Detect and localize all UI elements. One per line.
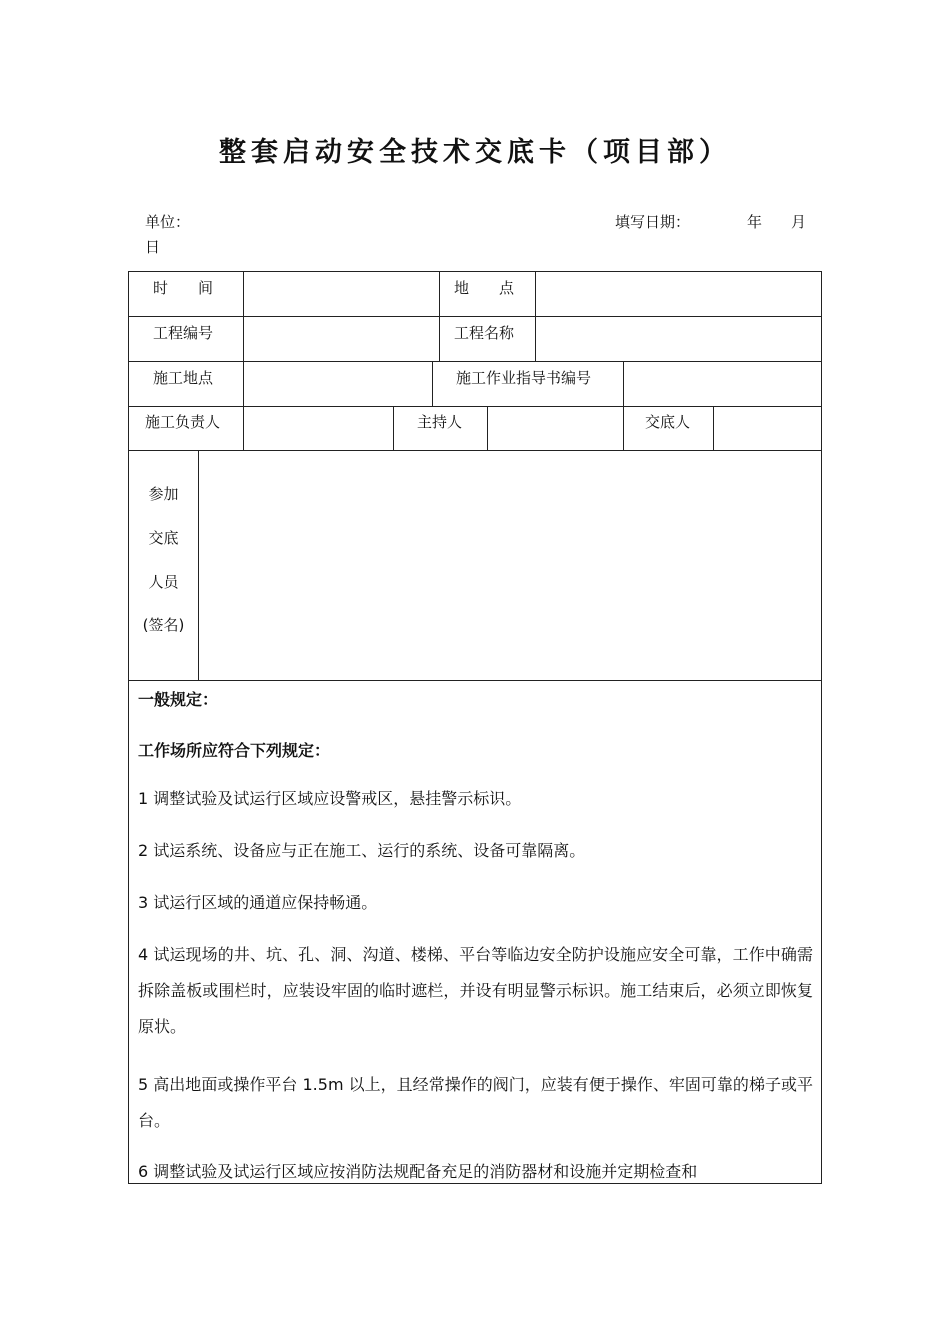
- table-border: [821, 271, 822, 1184]
- place-field[interactable]: [536, 272, 821, 316]
- rule-item: 4 试运现场的井、坑、孔、洞、沟道、楼梯、平台等临边安全防护设施应安全可靠，工作中确需拆除盖板或围栏时，应装设牢固的临时遮栏，并设有明显警示标识。施工结束后，必须立即恢复原状。: [138, 945, 813, 1036]
- leader-field[interactable]: [244, 407, 393, 450]
- presenter-field[interactable]: [714, 407, 821, 450]
- day-label: 日: [145, 238, 161, 256]
- unit-label: 单位：: [145, 213, 191, 231]
- project-name-label: 工程名称: [454, 324, 515, 342]
- host-label: 主持人: [417, 413, 463, 431]
- guide-no-label: 施工作业指导书编号: [456, 369, 592, 387]
- rule-item: 1 调整试验及试运行区域应设警戒区，悬挂警示标识。: [138, 789, 522, 808]
- date-label: 填写日期：: [615, 213, 691, 231]
- participants-label-line2: 交底: [148, 529, 179, 547]
- guide-no-field[interactable]: [624, 362, 821, 406]
- leader-label: 施工负责人: [145, 413, 221, 431]
- participants-label-line1: 参加: [148, 485, 179, 503]
- rule-item: 3 试运行区域的通道应保持畅通。: [138, 893, 378, 912]
- table-border: [432, 361, 433, 406]
- participants-label-line4: (签名): [142, 616, 185, 634]
- place-label: 地 点: [454, 279, 515, 297]
- project-no-label: 工程编号: [153, 324, 214, 342]
- document-title: 整套启动安全技术交底卡（项目部）: [219, 137, 731, 168]
- site-field[interactable]: [244, 362, 432, 406]
- participants-signature-area[interactable]: [199, 451, 821, 680]
- table-border: [128, 680, 822, 681]
- month-label: 月: [791, 213, 807, 231]
- table-border: [623, 406, 624, 450]
- table-border: [439, 271, 440, 361]
- time-label: 时 间: [153, 279, 214, 297]
- participants-label-line3: 人员: [148, 573, 179, 591]
- table-border: [128, 271, 129, 1184]
- project-name-field[interactable]: [536, 317, 821, 361]
- workplace-heading: 工作场所应符合下列规定：: [138, 741, 331, 760]
- project-no-field[interactable]: [244, 317, 439, 361]
- year-label: 年: [747, 213, 763, 231]
- host-field[interactable]: [488, 407, 623, 450]
- site-label: 施工地点: [153, 369, 214, 387]
- presenter-label: 交底人: [645, 413, 691, 431]
- time-field[interactable]: [244, 272, 439, 316]
- rule-item: 5 高出地面或操作平台 1.5m 以上，且经常操作的阀门，应装有便于操作、牢固可靠的梯子或平台。: [138, 1075, 813, 1130]
- rule-item: 2 试运系统、设备应与正在施工、运行的系统、设备可靠隔离。: [138, 841, 586, 860]
- table-border: [128, 1183, 822, 1184]
- general-heading: 一般规定：: [138, 690, 219, 709]
- table-border: [393, 406, 394, 450]
- rule-item: 6 调整试验及试运行区域应按消防法规配备充足的消防器材和设施并定期检查和: [138, 1162, 698, 1181]
